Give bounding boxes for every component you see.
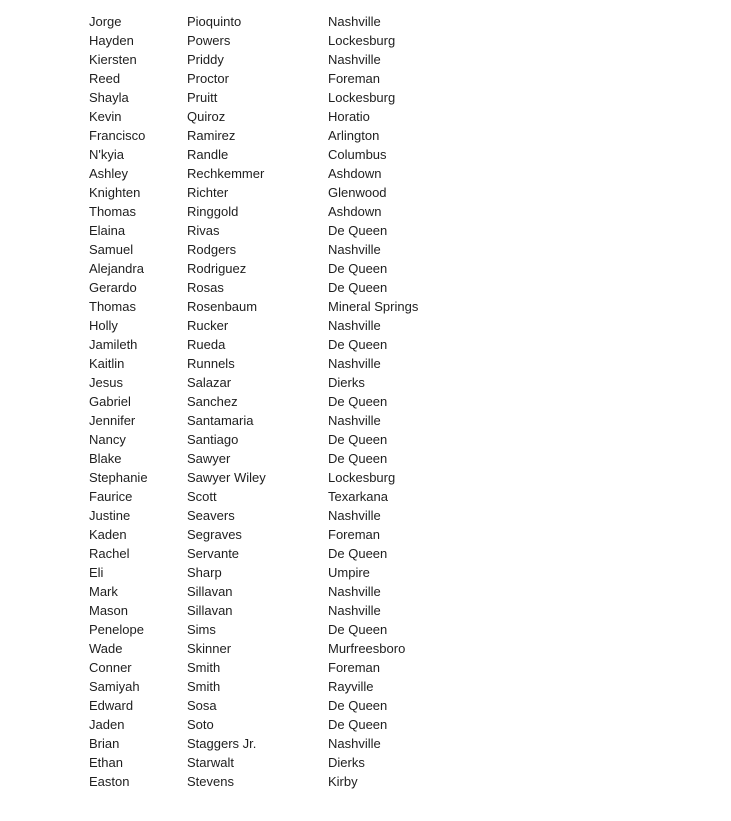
last-name: Rosenbaum (187, 299, 258, 314)
first-name: Ashley (89, 166, 129, 181)
city-name: Lockesburg (328, 33, 396, 48)
city-name: Umpire (328, 565, 370, 580)
city-name: Arlington (328, 128, 380, 143)
first-name: Rachel (89, 546, 130, 561)
list-row (89, 430, 509, 449)
first-name: Kevin (89, 109, 122, 124)
last-name: Richter (187, 185, 229, 200)
first-name: Thomas (89, 299, 136, 314)
last-name: Rueda (187, 337, 226, 352)
first-name: Kaden (89, 527, 127, 542)
city-name: Mineral Springs (328, 299, 419, 314)
city-name: Lockesburg (328, 470, 396, 485)
city-name: De Queen (328, 451, 388, 466)
city-name: De Queen (328, 622, 388, 637)
list-row (89, 715, 509, 734)
first-name: Kaitlin (89, 356, 125, 371)
list-row (89, 544, 509, 563)
city-name: De Queen (328, 432, 388, 447)
first-name: Francisco (89, 128, 146, 143)
first-name: Jesus (89, 375, 123, 390)
list-row (89, 772, 509, 791)
first-name: Edward (89, 698, 134, 713)
last-name: Rivas (187, 223, 220, 238)
first-name: Jaden (89, 717, 125, 732)
first-name: Samuel (89, 242, 134, 257)
last-name: Runnels (187, 356, 235, 371)
city-name: Nashville (328, 603, 381, 618)
first-name: Knighten (89, 185, 141, 200)
last-name: Sharp (187, 565, 222, 580)
city-name: Nashville (328, 52, 381, 67)
last-name: Scott (187, 489, 217, 504)
list-row (89, 658, 509, 677)
list-row (89, 506, 509, 525)
list-row (89, 373, 509, 392)
last-name: Rechkemmer (187, 166, 265, 181)
list-row (89, 69, 509, 88)
city-name: De Queen (328, 546, 388, 561)
city-name: Lockesburg (328, 90, 396, 105)
first-name: Penelope (89, 622, 144, 637)
list-row (89, 525, 509, 544)
list-row (89, 164, 509, 183)
last-name: Rucker (187, 318, 229, 333)
list-row (89, 145, 509, 164)
last-name: Sillavan (187, 603, 233, 618)
name-list (89, 12, 509, 791)
list-row (89, 734, 509, 753)
city-name: Nashville (328, 242, 381, 257)
last-name: Rosas (187, 280, 224, 295)
city-name: Ashdown (328, 204, 382, 219)
last-name: Quiroz (187, 109, 226, 124)
last-name: Priddy (187, 52, 224, 67)
list-row (89, 487, 509, 506)
city-name: Texarkana (328, 489, 388, 504)
list-row (89, 31, 509, 50)
first-name: Kiersten (89, 52, 137, 67)
last-name: Stevens (187, 774, 234, 789)
city-name: Nashville (328, 736, 381, 751)
list-row (89, 259, 509, 278)
list-row (89, 202, 509, 221)
last-name: Sosa (187, 698, 217, 713)
list-row (89, 240, 509, 259)
last-name: Skinner (187, 641, 232, 656)
last-name: Ringgold (187, 204, 239, 219)
list-row (89, 107, 509, 126)
list-row (89, 449, 509, 468)
first-name: Reed (89, 71, 121, 86)
first-name: Shayla (89, 90, 129, 105)
first-name: Thomas (89, 204, 136, 219)
last-name: Seavers (187, 508, 235, 523)
city-name: Nashville (328, 508, 381, 523)
first-name: Jorge (89, 14, 122, 29)
last-name: Pioquinto (187, 14, 242, 29)
list-row (89, 677, 509, 696)
city-name: Dierks (328, 375, 365, 390)
first-name: Blake (89, 451, 122, 466)
last-name: Sawyer Wiley (187, 470, 266, 485)
first-name: Brian (89, 736, 120, 751)
first-name: Stephanie (89, 470, 148, 485)
list-row (89, 392, 509, 411)
first-name: Justine (89, 508, 131, 523)
first-name: Gabriel (89, 394, 131, 409)
list-row (89, 12, 509, 31)
list-row (89, 354, 509, 373)
first-name: Samiyah (89, 679, 140, 694)
city-name: De Queen (328, 717, 388, 732)
list-row (89, 297, 509, 316)
city-name: Foreman (328, 71, 381, 86)
city-name: Horatio (328, 109, 370, 124)
city-name: Murfreesboro (328, 641, 406, 656)
last-name: Servante (187, 546, 240, 561)
city-name: Dierks (328, 755, 365, 770)
list-row (89, 601, 509, 620)
first-name: Jamileth (89, 337, 138, 352)
last-name: Smith (187, 660, 221, 675)
last-name: Powers (187, 33, 231, 48)
city-name: Columbus (328, 147, 387, 162)
city-name: De Queen (328, 698, 388, 713)
first-name: Gerardo (89, 280, 137, 295)
first-name: Hayden (89, 33, 134, 48)
first-name: Mark (89, 584, 118, 599)
list-row (89, 639, 509, 658)
list-row (89, 316, 509, 335)
city-name: Nashville (328, 413, 381, 428)
city-name: De Queen (328, 394, 388, 409)
first-name: Faurice (89, 489, 133, 504)
first-name: Nancy (89, 432, 126, 447)
last-name: Sawyer (187, 451, 231, 466)
list-row (89, 563, 509, 582)
list-row (89, 411, 509, 430)
list-row (89, 620, 509, 639)
city-name: Rayville (328, 679, 374, 694)
last-name: Proctor (187, 71, 229, 86)
last-name: Sillavan (187, 584, 233, 599)
city-name: Ashdown (328, 166, 382, 181)
last-name: Santiago (187, 432, 239, 447)
city-name: Foreman (328, 660, 381, 675)
list-row (89, 183, 509, 202)
first-name: Ethan (89, 755, 123, 770)
first-name: Eli (89, 565, 104, 580)
first-name: Wade (89, 641, 123, 656)
last-name: Sanchez (187, 394, 238, 409)
first-name: Mason (89, 603, 129, 618)
last-name: Segraves (187, 527, 242, 542)
last-name: Smith (187, 679, 221, 694)
city-name: Nashville (328, 318, 381, 333)
last-name: Starwalt (187, 755, 234, 770)
city-name: De Queen (328, 223, 388, 238)
city-name: De Queen (328, 337, 388, 352)
city-name: Glenwood (328, 185, 387, 200)
first-name: Easton (89, 774, 130, 789)
last-name: Randle (187, 147, 229, 162)
list-row (89, 696, 509, 715)
last-name: Salazar (187, 375, 232, 390)
last-name: Rodriguez (187, 261, 247, 276)
list-row (89, 221, 509, 240)
city-name: Foreman (328, 527, 381, 542)
list-row (89, 468, 509, 487)
list-row (89, 50, 509, 69)
last-name: Santamaria (187, 413, 254, 428)
last-name: Staggers Jr. (187, 736, 257, 751)
list-row (89, 278, 509, 297)
city-name: Kirby (328, 774, 358, 789)
list-row (89, 753, 509, 772)
first-name: Conner (89, 660, 132, 675)
city-name: De Queen (328, 280, 388, 295)
last-name: Ramirez (187, 128, 236, 143)
city-name: De Queen (328, 261, 388, 276)
list-row (89, 126, 509, 145)
city-name: Nashville (328, 14, 381, 29)
city-name: Nashville (328, 356, 381, 371)
list-row (89, 335, 509, 354)
last-name: Rodgers (187, 242, 237, 257)
first-name: N'kyia (89, 147, 124, 162)
first-name: Elaina (89, 223, 126, 238)
last-name: Soto (187, 717, 214, 732)
first-name: Alejandra (89, 261, 144, 276)
list-row (89, 582, 509, 601)
last-name: Sims (187, 622, 216, 637)
city-name: Nashville (328, 584, 381, 599)
first-name: Jennifer (89, 413, 136, 428)
first-name: Holly (89, 318, 118, 333)
list-row (89, 88, 509, 107)
last-name: Pruitt (187, 90, 218, 105)
